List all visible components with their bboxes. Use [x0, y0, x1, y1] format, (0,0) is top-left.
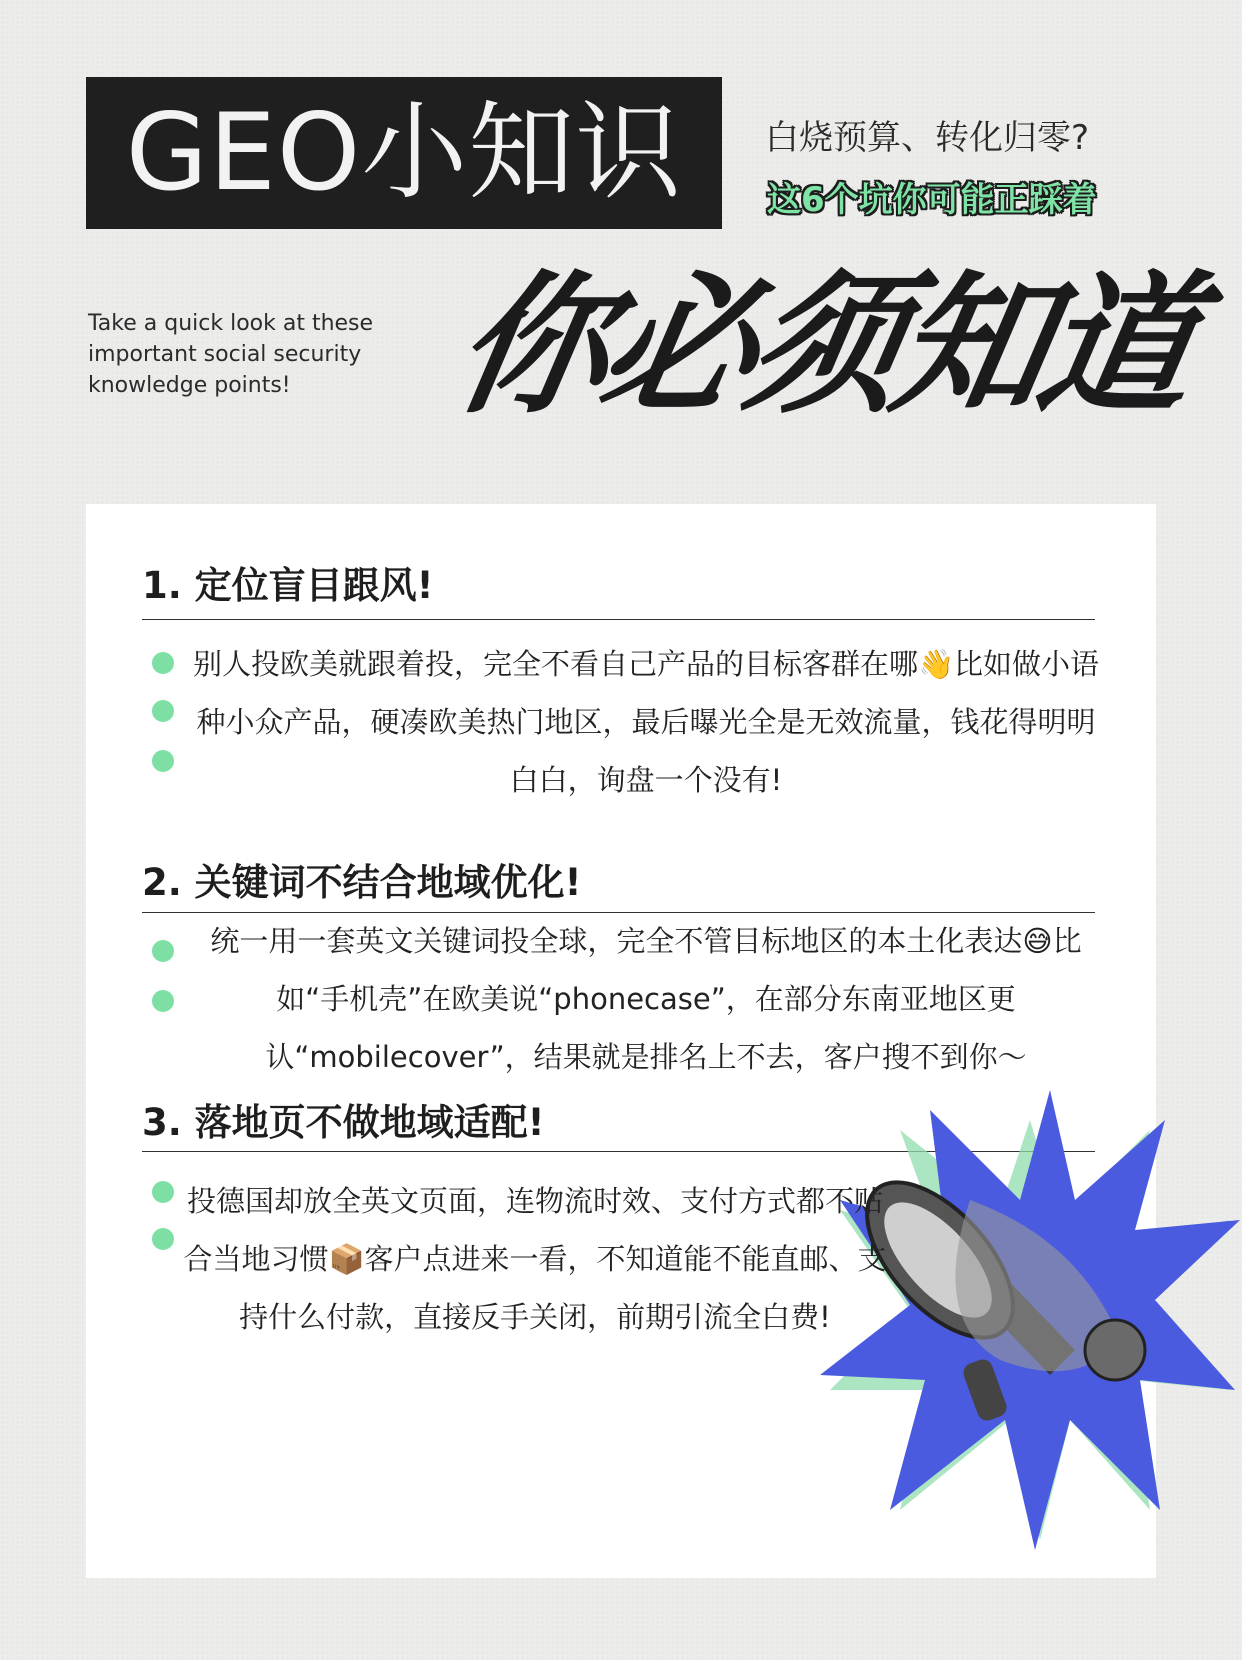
section-1-divider — [142, 619, 1095, 620]
green-dot-icon — [152, 750, 174, 772]
green-dot-icon — [152, 940, 174, 962]
green-dot-icon — [152, 652, 174, 674]
tagline-1: 白烧预算、转化归零? — [765, 118, 1090, 158]
section-2-heading: 2. 关键词不结合地域优化! — [142, 861, 582, 904]
english-subtitle: Take a quick look at these important social security knowledge points! — [88, 311, 374, 398]
big-title: 你必须知道 — [442, 257, 1204, 434]
green-dot-icon — [152, 990, 174, 1012]
section-3-heading: 3. 落地页不做地域适配! — [142, 1101, 545, 1144]
section-1-body: 别人投欧美就跟着投，完全不看自己产品的目标客群在哪👋比如做小语种小众产品，硬凑欧美热门地区，最后曝光全是无效流量，钱花得明明白白，询盘一个没有! — [192, 647, 1100, 797]
green-dot-icon — [152, 700, 174, 722]
tagline-2: 这6个坑你可能正踩着 — [767, 180, 1097, 220]
green-dot-icon — [152, 1181, 174, 1203]
green-dot-icon — [152, 1228, 174, 1250]
section-1-heading: 1. 定位盲目跟风! — [142, 564, 434, 607]
page-title: GEO小知识 — [86, 77, 722, 229]
section-3-body: 投德国却放全英文页面，连物流时效、支付方式都不贴合当地习惯📦客户点进来一看，不知道能不能直邮、支持什么付款，直接反手关闭，前期引流全白费! — [183, 1184, 887, 1334]
section-2-body: 统一用一套英文关键词投全球，完全不管目标地区的本土化表达😅比如“手机壳”在欧美说“phonecase”，在部分东南亚地区更认“mobilecover”，结果就是排名上不去，客户搜不到你～ — [210, 924, 1082, 1074]
